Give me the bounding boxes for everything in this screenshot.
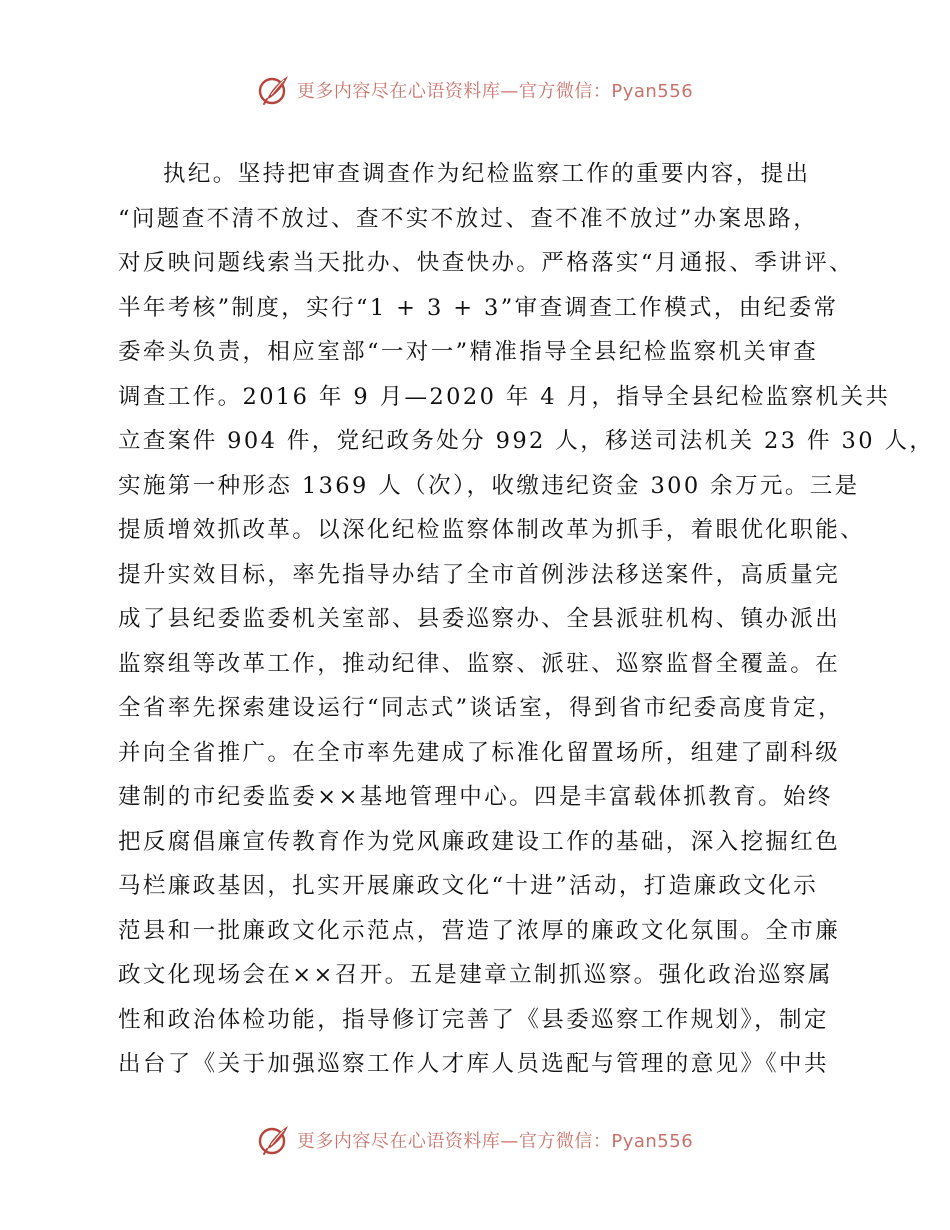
quill-pen-logo-icon [257, 1123, 291, 1157]
text-line: 立查案件 904 件，党纪政务处分 992 人，移送司法机关 23 件 30 人， [118, 428, 935, 454]
text-line: 性和政治体检功能，指导修订完善了《县委巡察工作规划》，制定 [118, 1006, 829, 1033]
text-line: 出台了《关于加强巡察工作人才库人员选配与管理的意见》《中共 [118, 1051, 829, 1077]
text-line: 委牵头负责，相应室部“一对一”精准指导全县纪检监察机关审查 [118, 339, 819, 365]
text-line: 提质增效抓改革。以深化纪检监察体制改革为抓手，着眼优化职能、 [118, 517, 866, 543]
text-line: 成了县纪委监委机关室部、县委巡察办、全县派驻机构、镇办派出 [118, 606, 841, 632]
text-line: 马栏廉政基因，扎实开展廉政文化“十进”活动，打造廉政文化示 [118, 873, 819, 899]
text-line: “问题查不清不放过、查不实不放过、查不准不放过”办案思路， [118, 205, 819, 232]
header-banner-text: 更多内容尽在心语资料库—官方微信：Pyan556 [296, 81, 694, 102]
text-line: 监察组等改革工作，推动纪律、监察、派驻、巡察监督全覆盖。在 [118, 650, 841, 677]
text-line: 对反映问题线索当天批办、快查快办。严格落实“月通报、季讲评、 [118, 250, 855, 276]
text-line: 执纪。坚持把审查调查作为纪检监察工作的重要内容，提出 [163, 161, 811, 187]
text-line: 全省率先探索建设运行“同志式”谈话室，得到省市纪委高度肯定， [118, 695, 844, 721]
text-line: 政文化现场会在××召开。五是建章立制抓巡察。强化政治巡察属 [118, 962, 833, 988]
text-line: 半年考核”制度，实行“1 + 3 + 3”审查调查工作模式，由纪委常 [118, 294, 839, 321]
footer-banner [0, 1120, 950, 1160]
document-body [118, 152, 935, 1087]
text-line: 调查工作。2016 年 9 月—2020 年 4 月，指导全县纪检监察机关共 [118, 383, 891, 410]
quill-pen-logo-icon [257, 73, 291, 107]
text-line: 把反腐倡廉宣传教育作为党风廉政建设工作的基础，深入挖掘红色 [118, 828, 841, 855]
footer-banner-text: 更多内容尽在心语资料库—官方微信：Pyan556 [296, 1131, 694, 1152]
header-banner [0, 70, 950, 110]
text-line: 建制的市纪委监委××基地管理中心。四是丰富载体抓教育。始终 [118, 784, 833, 810]
text-line: 范县和一批廉政文化示范点，营造了浓厚的廉政文化氛围。全市廉 [118, 917, 841, 944]
text-line: 并向全省推广。在全市率先建成了标准化留置场所，组建了副科级 [118, 739, 841, 766]
text-line: 实施第一种形态 1369 人（次），收缴违纪资金 300 余万元。三是 [118, 472, 860, 499]
text-line: 提升实效目标，率先指导办结了全市首例涉法移送案件，高质量完 [118, 561, 841, 588]
